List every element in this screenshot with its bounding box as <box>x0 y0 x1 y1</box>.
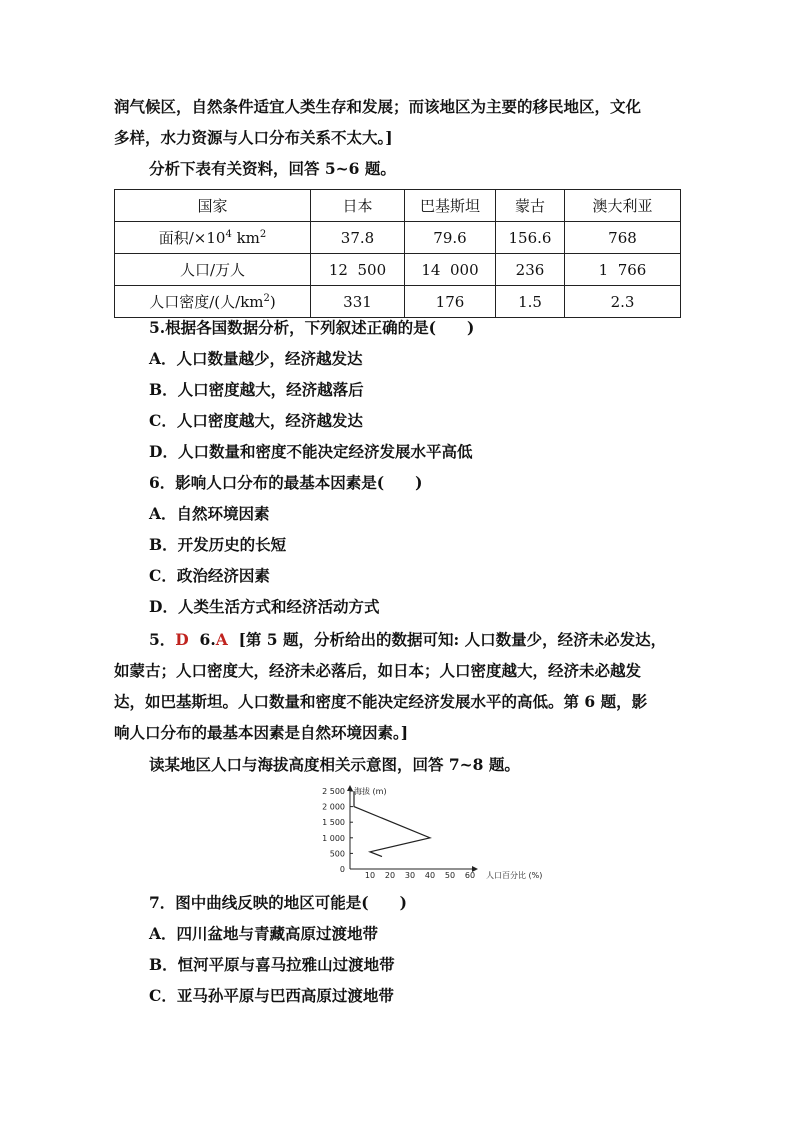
x-ticks <box>365 871 475 880</box>
table-cell: 1.5 <box>496 286 565 318</box>
table-prompt: 分析下表有关资料，回答 5~6 题。 <box>149 159 396 178</box>
q6-option-a: A．自然环境因素 <box>149 504 270 523</box>
header-cell: 巴基斯坦 <box>405 190 496 222</box>
x-tick-label: 30 <box>404 871 416 880</box>
table-cell: 176 <box>405 286 496 318</box>
q5-option-b: B．人口密度越大，经济越落后 <box>149 380 364 399</box>
answer-line-3: 达，如巴基斯坦。人口数量和密度不能决定经济发展水平的高低。第 6 题，影 <box>114 692 648 711</box>
y-tick-label: 1 500 <box>322 818 345 828</box>
y-axis-label: 海拔 (m) <box>354 787 387 796</box>
answer-5-prefix: 5． <box>149 630 176 649</box>
question-7-stem: 7．图中曲线反映的地区可能是( ) <box>149 893 407 912</box>
intro-line-1: 润气候区，自然条件适宜人类生存和发展；而该地区为主要的移民地区，文化 <box>114 97 642 116</box>
y-tick-label: 1 000 <box>322 833 345 843</box>
answer-5-letter: D <box>175 630 189 649</box>
q7-option-c: C．亚马孙平原与巴西高原过渡地带 <box>149 986 394 1005</box>
table-cell: 2.3 <box>565 286 681 318</box>
answer-line-4: 响人口分布的最基本因素是自然环境因素。] <box>114 723 409 742</box>
answer-6-letter: A <box>215 630 228 649</box>
q7-option-a: A．四川盆地与青藏高原过渡地带 <box>149 924 379 943</box>
header-cell: 澳大利亚 <box>565 190 681 222</box>
header-cell: 国家 <box>115 190 311 222</box>
x-tick-label: 10 <box>364 871 376 880</box>
row-label-density: 人口密度/(人$/km^2$) <box>115 286 311 318</box>
y-tick-label: 2 500 <box>322 787 345 796</box>
table-cell: 79.6 <box>405 222 496 254</box>
table-header-row <box>115 190 681 222</box>
y-tick-label: 2 000 <box>322 802 345 812</box>
table-cell: 156.6 <box>496 222 565 254</box>
chart-axes <box>347 785 478 872</box>
x-tick-label: 50 <box>444 871 456 880</box>
table-cell: 236 <box>496 254 565 286</box>
y-tick-label: 0 <box>339 865 345 874</box>
answer-line-1 <box>149 630 666 650</box>
header-cell: 日本 <box>311 190 405 222</box>
x-tick-label: 60 <box>464 871 476 880</box>
country-data-table <box>114 189 681 318</box>
question-5-stem: 5.根据各国数据分析，下列叙述正确的是( ) <box>149 318 475 337</box>
y-axis-arrow <box>347 785 353 791</box>
q5-option-d: D．人口数量和密度不能决定经济发展水平高低 <box>149 442 473 461</box>
table-cell: 12 500 <box>311 254 405 286</box>
answer-explanation-1: [第 5 题，分析给出的数据可知: 人口数量少，经济未必发达， <box>238 630 667 649</box>
table-cell: 331 <box>311 286 405 318</box>
table-cell: 768 <box>565 222 681 254</box>
q7-option-b: B．恒河平原与喜马拉雅山过渡地带 <box>149 955 395 974</box>
answer-6-prefix: 6. <box>199 630 216 649</box>
chart-prompt: 读某地区人口与海拔高度相关示意图，回答 7~8 题。 <box>149 755 520 774</box>
y-tick-label: 500 <box>329 849 345 859</box>
table-cell: 1 766 <box>565 254 681 286</box>
answer-line-2: 如蒙古；人口密度大，经济未必落后，如日本；人口密度越大，经济未必越发 <box>114 661 642 680</box>
q6-option-d: D．人类生活方式和经济活动方式 <box>149 597 380 616</box>
header-cell: 蒙古 <box>496 190 565 222</box>
row-label-population: 人口/万人 <box>115 254 311 286</box>
y-ticks <box>322 787 353 874</box>
table-row <box>115 222 681 254</box>
q6-option-b: B．开发历史的长短 <box>149 535 287 554</box>
row-label-area: 面积$/\times 10^4$ $km^2$ <box>115 222 311 254</box>
q5-option-c: C．人口密度越大，经济越发达 <box>149 411 363 430</box>
x-axis-label: 人口百分比 (%) <box>486 871 543 880</box>
question-6-stem: 6．影响人口分布的最基本因素是( ) <box>149 473 423 492</box>
q6-option-c: C．政治经济因素 <box>149 566 270 585</box>
intro-line-2: 多样，水力资源与人口分布关系不太大。] <box>114 128 393 147</box>
table-cell: 37.8 <box>311 222 405 254</box>
table-row <box>115 286 681 318</box>
table-cell: 14 000 <box>405 254 496 286</box>
x-tick-label: 40 <box>424 871 436 880</box>
population-altitude-chart <box>300 783 543 883</box>
population-curve <box>354 791 430 857</box>
q5-option-a: A．人口数量越少，经济越发达 <box>149 349 363 368</box>
x-tick-label: 20 <box>384 871 396 880</box>
table-row <box>115 254 681 286</box>
